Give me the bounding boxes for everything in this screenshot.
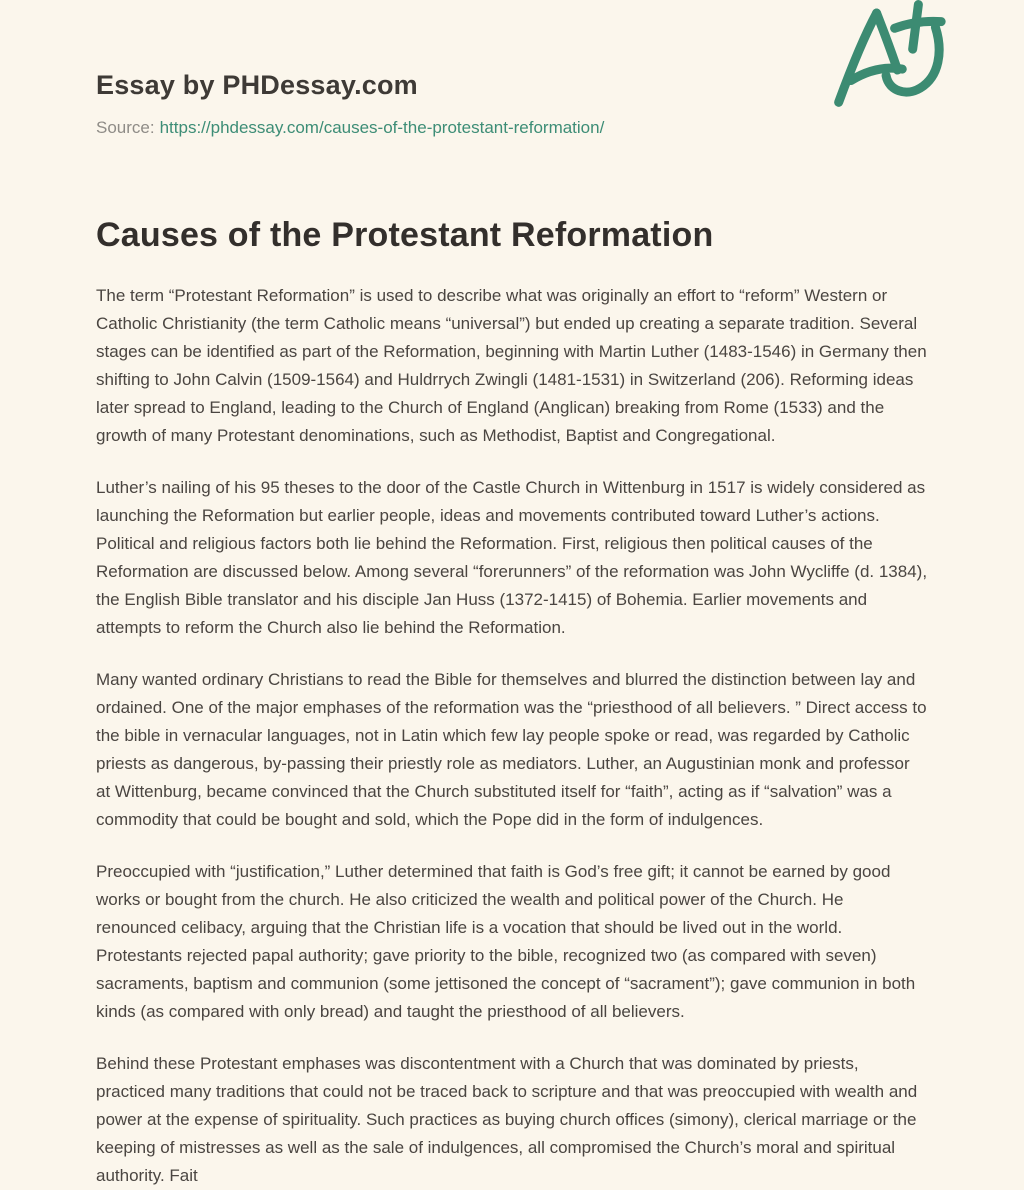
essay-paragraph: Preoccupied with “justification,” Luther determined that faith is God’s free gift; it cannot be earned by good works or bought from the church. He also criticized the wealth and political power of the Church. He renounced celibacy, arguing that the Christian life is a vocation that should be lived out in the world. Protestants rejected papal authority; gave priority to the bible, recognized two (as compared with seven) sacraments, baptism and communion (some jettisoned the concept of “sacrament”); gave communion in both kinds (as compared with only bread) and taught the priesthood of all believers. [96,862,916,1021]
essay-paragraph: Luther’s nailing of his 95 theses to the door of the Castle Church in Wittenburg in 1517 is widely considered as launching the Reformation but earlier people, ideas and movements contributed toward Luther’s actions. Political and religious factors both lie behind the Reformation. First, religious then political causes of the Reformation are discussed below. Among several “forerunners” of the reformation was John Wycliffe (d. 1384), the English Bible translator and his disciple Jan Huss (1372-1415) of Bohemia. Earlier movements and attempts to reform the Church also lie behind the Reformation. [96,478,928,637]
page-header [96,0,928,138]
source-line [96,118,928,138]
source-link[interactable]: https://phdessay.com/causes-of-the-protestant-reformation/ [159,118,605,137]
essay-paragraph: The term “Protestant Reformation” is used to describe what was originally an effort to “reform” Western or Catholic Christianity (the term Catholic means “universal”) but ended up creating a separate tradition. Several stages can be identified as part of the Reformation, beginning with Martin Luther (1483-1546) in Germany then shifting to John Calvin (1509-1564) and Huldrrych Zwingli (1481-1531) in Switzerland (206). Reforming ideas later spread to England, leading to the Church of England (Anglican) breaking from Rome (1533) and the growth of many Protestant denominations, such as Methodist, Baptist and Congregational. [96,286,927,445]
essay-title: Causes of the Protestant Reformation [96,216,714,254]
source-label: Source: [96,118,155,137]
site-title: Essay by PHDessay.com [96,70,418,100]
essay-paragraph: Behind these Protestant emphases was discontentment with a Church that was dominated by priests, practiced many traditions that could not be traced back to scripture and that was preoccupied with wealth and power at the expense of spirituality. Such practices as buying church offices (simony), clerical marriage or the keeping of mistresses as well as the sale of indulgences, all compromised the Church’s moral and spiritual authority. Fait [96,1054,918,1185]
a-plus-logo-icon [826,0,950,108]
essay-body [96,216,928,1190]
essay-paragraph: Many wanted ordinary Christians to read the Bible for themselves and blurred the distinction between lay and ordained. One of the major emphases of the reformation was the “priesthood of all believers. ” Direct access to the bible in vernacular languages, not in Latin which few lay people spoke or read, was regarded by Catholic priests as dangerous, by-passing their priestly role as mediators. Luther, an Augustinian monk and professor at Wittenburg, became convinced that the Church substituted itself for “faith”, acting as if “salvation” was a commodity that could be bought and sold, which the Pope did in the form of indulgences. [96,670,927,829]
